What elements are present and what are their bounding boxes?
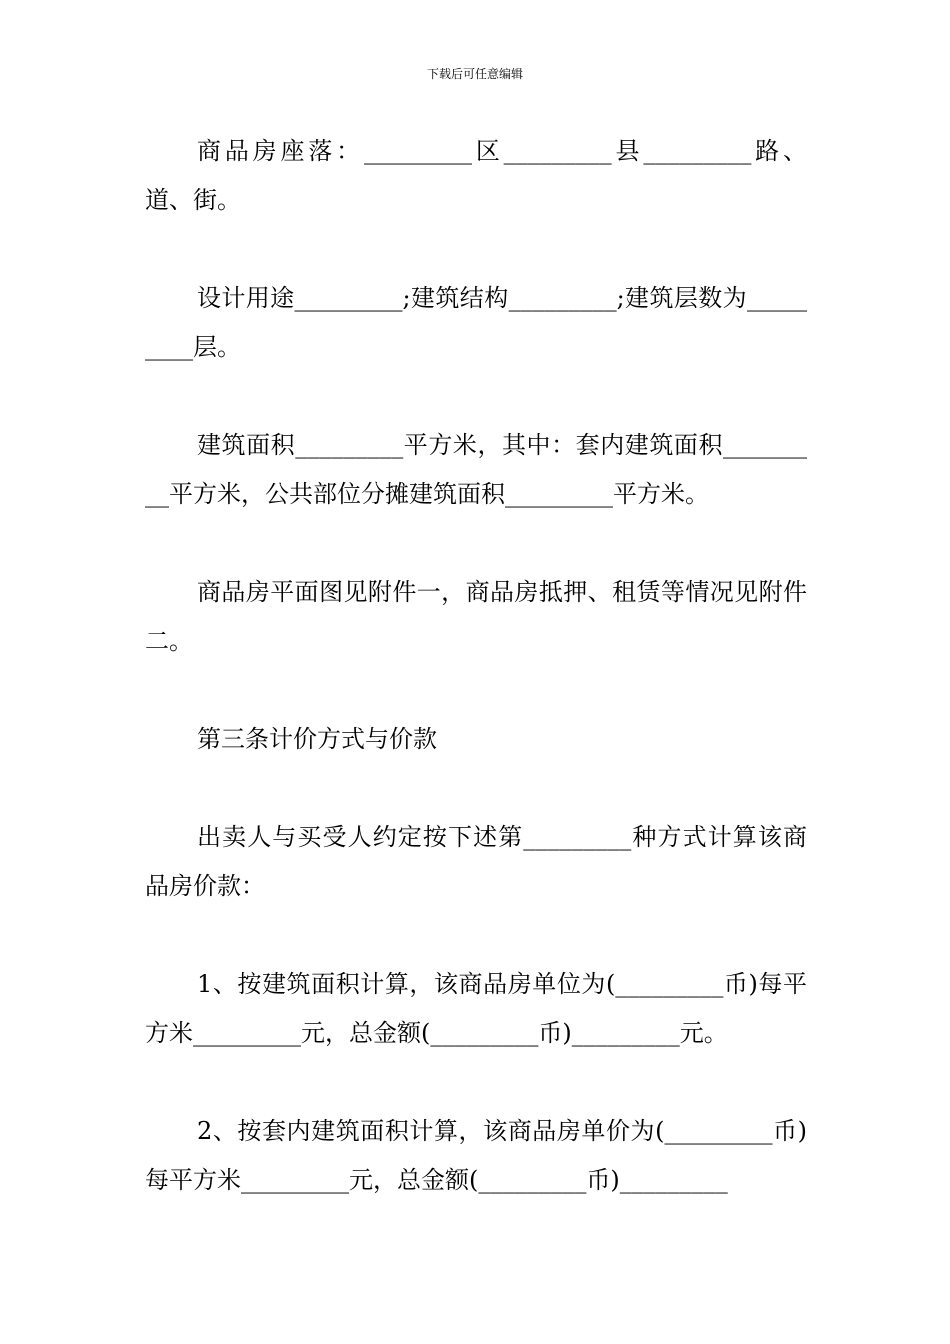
paragraph-pricing-method: 出卖人与买受人约定按下述第_________种方式计算该商品房价款： [145, 823, 807, 900]
paragraph-floor-plan-annex: 商品房平面图见附件一，商品房抵押、租赁等情况见附件二。 [145, 578, 807, 655]
document-body [145, 127, 807, 1254]
paragraph-building-area: 建筑面积_________平方米，其中：套内建筑面积_________平方米，公共部位分摊建筑面积_________平方米。 [145, 431, 807, 508]
paragraph-property-location: 商品房座落：_________区_________县_________路、道、街。 [145, 137, 807, 214]
paragraph-pricing-option-1: 1、按建筑面积计算，该商品房单位为(_________币)每平方米_________元，总金额(_________币)_________元。 [145, 970, 807, 1047]
page-header: 下载后可任意编辑 [426, 67, 523, 81]
article-three-heading: 第三条计价方式与价款 [197, 725, 437, 753]
paragraph-pricing-option-2: 2、按套内建筑面积计算，该商品房单价为(_________币)每平方米_________元，总金额(_________币)_________ [145, 1117, 807, 1194]
paragraph-design-use: 设计用途_________;建筑结构_________;建筑层数为_________层。 [145, 284, 807, 361]
